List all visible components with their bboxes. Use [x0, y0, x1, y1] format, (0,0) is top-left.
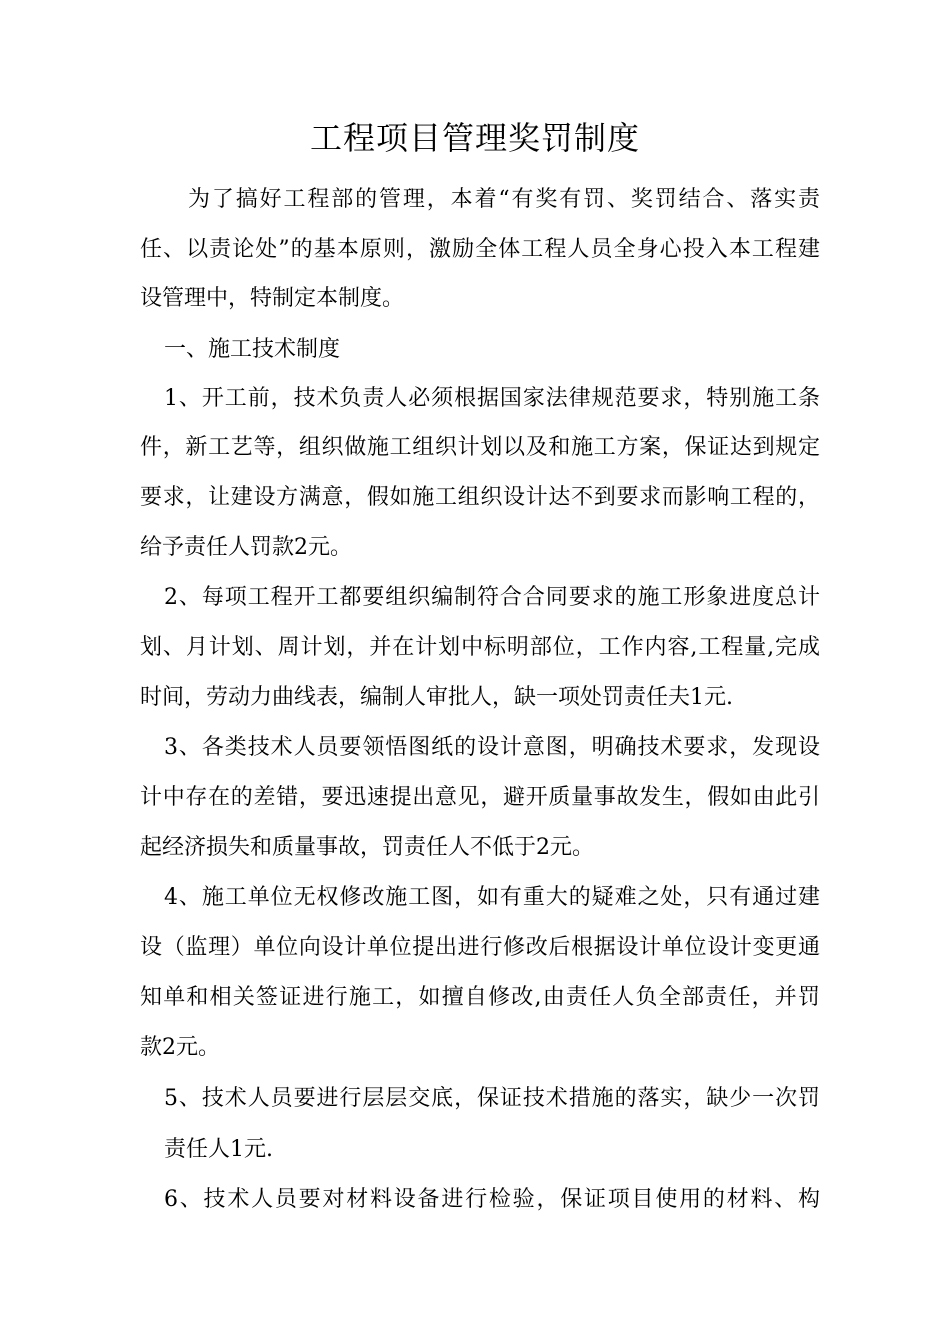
item-4-line-2: 设（监理）单位向设计单位提出进行修改后根据设计单位设计变更通	[140, 935, 820, 960]
item-5-line-1: 5、技术人员要进行层层交底，保证技术措施的落实，缺少一次罚	[164, 1086, 820, 1111]
item-2-line-2: 划、月计划、周计划，并在计划中标明部位，工作内容,工程量,完成	[140, 635, 820, 660]
item-6-line-1: 6、技术人员要对材料设备进行检验，保证项目使用的材料、构	[164, 1187, 820, 1212]
item-3-line-2: 计中存在的差错，要迅速提出意见，避开质量事故发生，假如由此引	[140, 785, 820, 810]
item-1-line-4: 给予责任人罚款2元。	[140, 535, 352, 560]
item-4-line-3: 知单和相关签证进行施工，如擅自修改,由责任人负全部责任，并罚	[140, 985, 820, 1010]
item-5-line-2: 责任人1元.	[164, 1137, 273, 1162]
item-3-line-3: 起经济损失和质量事故，罚责任人不低于2元。	[140, 835, 594, 860]
intro-paragraph-line-2: 任、以责论处”的基本原则，激励全体工程人员全身心投入本工程建	[140, 237, 820, 262]
page-title: 工程项目管理奖罚制度	[309, 119, 640, 157]
item-1-line-2: 件，新工艺等，组织做施工组织计划以及和施工方案，保证达到规定	[140, 435, 820, 460]
section-heading: 一、施工技术制度	[164, 337, 341, 362]
item-4-line-4: 款2元。	[140, 1035, 220, 1060]
intro-paragraph-line-3: 设管理中，特制定本制度。	[140, 286, 405, 311]
item-1-line-3: 要求，让建设方满意，假如施工组织设计达不到要求而影响工程的，	[140, 485, 820, 510]
intro-paragraph-line-1: 为了搞好工程部的管理，本着“有奖有罚、奖罚结合、落实责	[188, 187, 820, 212]
item-2-line-1: 2、每项工程开工都要组织编制符合合同要求的施工形象进度总计	[164, 585, 820, 610]
item-4-line-1: 4、施工单位无权修改施工图，如有重大的疑难之处，只有通过建	[164, 885, 820, 910]
item-2-line-3: 时间，劳动力曲线表，编制人审批人，缺一项处罚责任夫1元.	[140, 685, 733, 710]
item-1-line-1: 1、开工前，技术负责人必须根据国家法律规范要求，特别施工条	[164, 386, 820, 411]
item-3-line-1: 3、各类技术人员要领悟图纸的设计意图，明确技术要求，发现设	[164, 735, 820, 760]
